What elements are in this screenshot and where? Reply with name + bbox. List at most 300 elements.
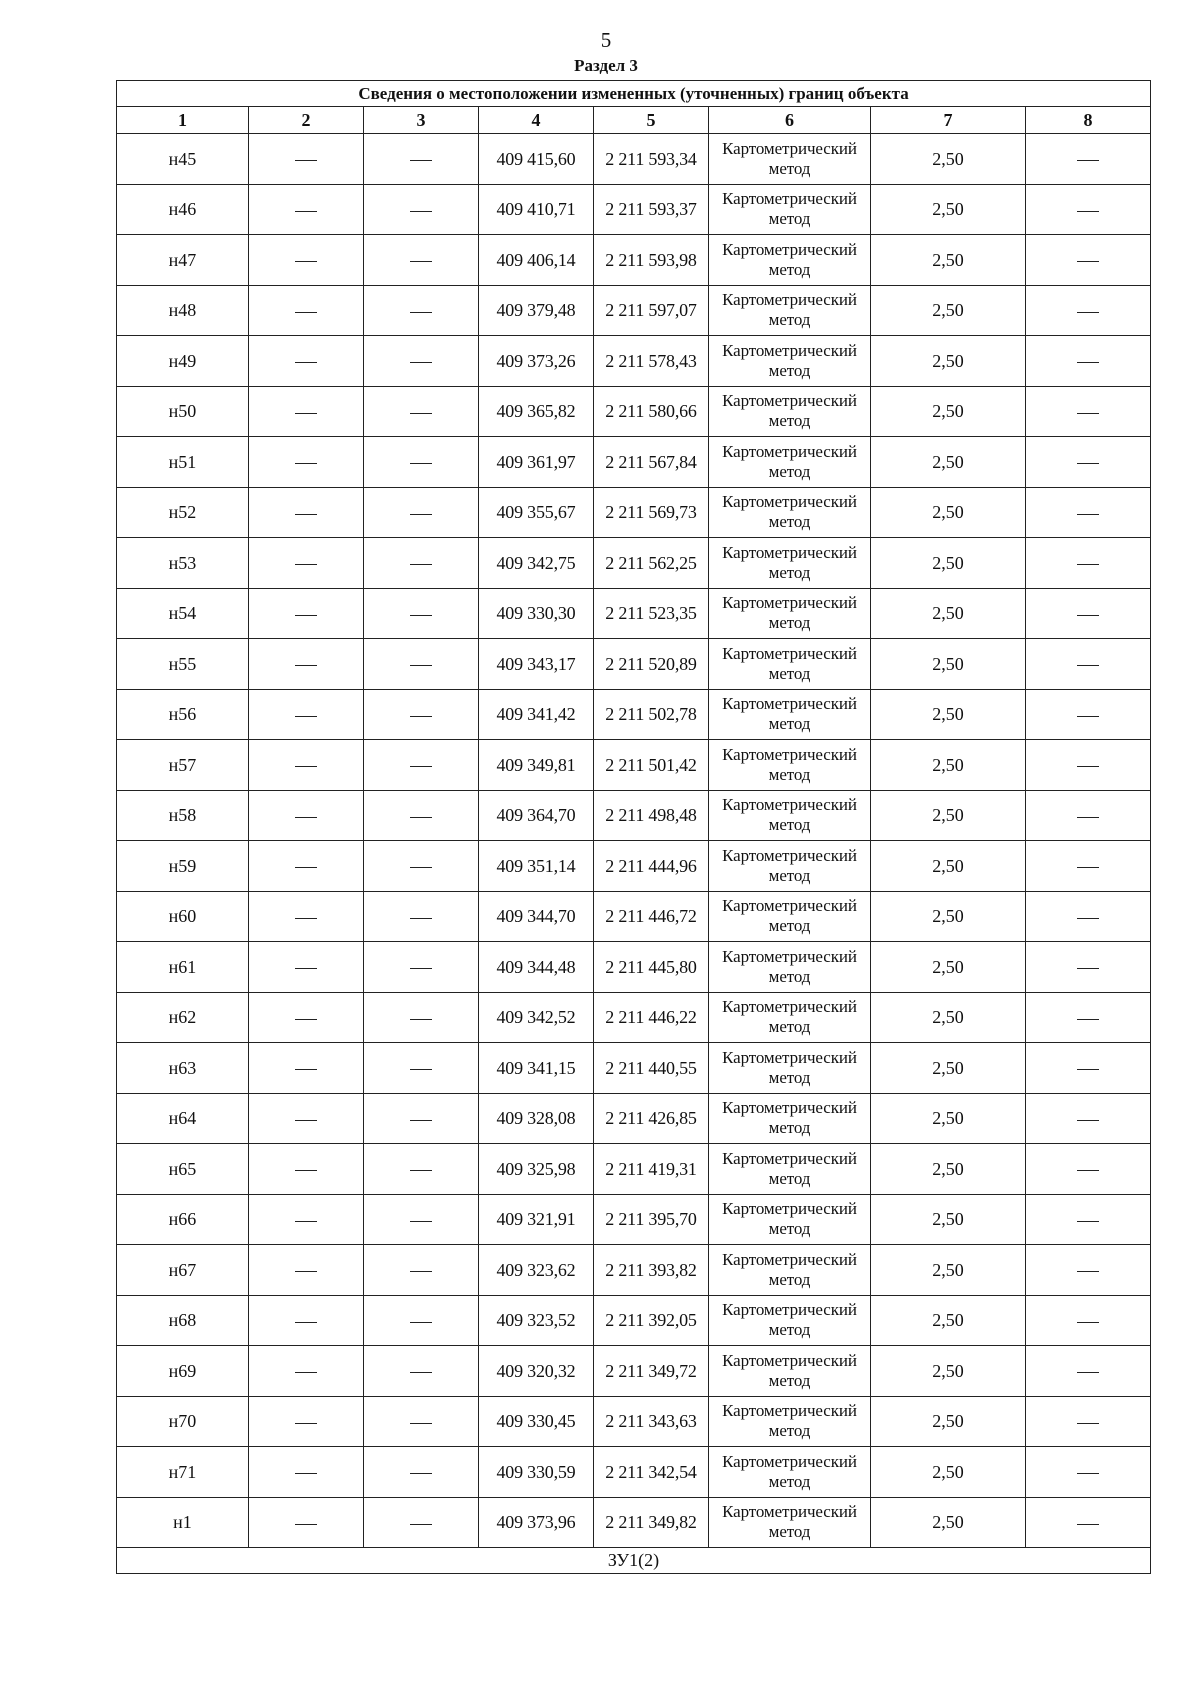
x-coordinate-cell: 409 330,45: [479, 1396, 594, 1447]
column-header-7: 7: [871, 107, 1026, 134]
x-coordinate-cell: 409 325,98: [479, 1144, 594, 1195]
x-coordinate-cell: 409 344,48: [479, 942, 594, 993]
table-row: [117, 790, 1151, 841]
column-2-dash-cell: [249, 689, 364, 740]
y-coordinate-cell: 2 211 562,25: [594, 538, 709, 589]
point-cell: н63: [117, 1043, 249, 1094]
method-cell: Картометрический метод: [709, 588, 871, 639]
table-row: [117, 1043, 1151, 1094]
point-cell: н52: [117, 487, 249, 538]
accuracy-cell: 2,50: [871, 588, 1026, 639]
method-cell: Картометрический метод: [709, 790, 871, 841]
accuracy-cell: 2,50: [871, 538, 1026, 589]
column-2-dash-cell: [249, 437, 364, 488]
x-coordinate-cell: 409 365,82: [479, 386, 594, 437]
column-8-dash-cell: [1026, 1396, 1151, 1447]
column-2-dash-cell: [249, 184, 364, 235]
dash-mark: [410, 211, 432, 212]
dash-mark: [410, 1170, 432, 1171]
table-row: [117, 285, 1151, 336]
method-cell: Картометрический метод: [709, 1447, 871, 1498]
dash-mark: [1077, 1473, 1099, 1474]
point-cell: н55: [117, 639, 249, 690]
column-3-dash-cell: [364, 740, 479, 791]
y-coordinate-cell: 2 211 446,22: [594, 992, 709, 1043]
accuracy-cell: 2,50: [871, 1194, 1026, 1245]
column-3-dash-cell: [364, 1346, 479, 1397]
accuracy-cell: 2,50: [871, 1093, 1026, 1144]
y-coordinate-cell: 2 211 392,05: [594, 1295, 709, 1346]
accuracy-cell: 2,50: [871, 942, 1026, 993]
column-8-dash-cell: [1026, 386, 1151, 437]
column-3-dash-cell: [364, 689, 479, 740]
table-footer-row: [117, 1548, 1151, 1574]
y-coordinate-cell: 2 211 578,43: [594, 336, 709, 387]
column-2-dash-cell: [249, 285, 364, 336]
table-row: [117, 1396, 1151, 1447]
dash-mark: [1077, 766, 1099, 767]
point-cell: н53: [117, 538, 249, 589]
table-row: [117, 538, 1151, 589]
dash-mark: [1077, 564, 1099, 565]
dash-mark: [410, 1372, 432, 1373]
dash-mark: [295, 1524, 317, 1525]
x-coordinate-cell: 409 342,75: [479, 538, 594, 589]
dash-mark: [295, 918, 317, 919]
column-2-dash-cell: [249, 790, 364, 841]
method-cell: Картометрический метод: [709, 1497, 871, 1548]
y-coordinate-cell: 2 211 349,82: [594, 1497, 709, 1548]
table-row: [117, 588, 1151, 639]
dash-mark: [295, 1372, 317, 1373]
accuracy-cell: 2,50: [871, 841, 1026, 892]
dash-mark: [410, 918, 432, 919]
dash-mark: [295, 1069, 317, 1070]
method-cell: Картометрический метод: [709, 639, 871, 690]
column-3-dash-cell: [364, 1396, 479, 1447]
method-cell: Картометрический метод: [709, 1396, 871, 1447]
dash-mark: [410, 160, 432, 161]
column-3-dash-cell: [364, 1194, 479, 1245]
accuracy-cell: 2,50: [871, 235, 1026, 286]
column-2-dash-cell: [249, 1144, 364, 1195]
column-8-dash-cell: [1026, 235, 1151, 286]
column-2-dash-cell: [249, 841, 364, 892]
dash-mark: [1077, 514, 1099, 515]
point-cell: н68: [117, 1295, 249, 1346]
x-coordinate-cell: 409 379,48: [479, 285, 594, 336]
column-2-dash-cell: [249, 740, 364, 791]
column-3-dash-cell: [364, 1093, 479, 1144]
x-coordinate-cell: 409 406,14: [479, 235, 594, 286]
dash-mark: [295, 362, 317, 363]
column-8-dash-cell: [1026, 689, 1151, 740]
column-3-dash-cell: [364, 639, 479, 690]
column-8-dash-cell: [1026, 1295, 1151, 1346]
column-3-dash-cell: [364, 588, 479, 639]
y-coordinate-cell: 2 211 597,07: [594, 285, 709, 336]
column-3-dash-cell: [364, 841, 479, 892]
dash-mark: [1077, 362, 1099, 363]
table-row: [117, 740, 1151, 791]
point-cell: н60: [117, 891, 249, 942]
dash-mark: [410, 1221, 432, 1222]
column-8-dash-cell: [1026, 134, 1151, 185]
dash-mark: [295, 160, 317, 161]
point-cell: н65: [117, 1144, 249, 1195]
dash-mark: [1077, 1170, 1099, 1171]
table-row: [117, 1245, 1151, 1296]
x-coordinate-cell: 409 342,52: [479, 992, 594, 1043]
accuracy-cell: 2,50: [871, 184, 1026, 235]
y-coordinate-cell: 2 211 523,35: [594, 588, 709, 639]
column-header-6: 6: [709, 107, 871, 134]
accuracy-cell: 2,50: [871, 790, 1026, 841]
y-coordinate-cell: 2 211 593,37: [594, 184, 709, 235]
y-coordinate-cell: 2 211 520,89: [594, 639, 709, 690]
column-2-dash-cell: [249, 588, 364, 639]
dash-mark: [295, 1120, 317, 1121]
dash-mark: [410, 968, 432, 969]
accuracy-cell: 2,50: [871, 134, 1026, 185]
y-coordinate-cell: 2 211 498,48: [594, 790, 709, 841]
column-2-dash-cell: [249, 1447, 364, 1498]
x-coordinate-cell: 409 343,17: [479, 639, 594, 690]
table-caption: Сведения о местоположении измененных (уточненных) границ объекта: [117, 81, 1151, 107]
point-cell: н58: [117, 790, 249, 841]
table-row: [117, 1144, 1151, 1195]
column-3-dash-cell: [364, 386, 479, 437]
accuracy-cell: 2,50: [871, 1245, 1026, 1296]
dash-mark: [1077, 1120, 1099, 1121]
dash-mark: [410, 1322, 432, 1323]
dash-mark: [410, 867, 432, 868]
column-2-dash-cell: [249, 1497, 364, 1548]
x-coordinate-cell: 409 373,26: [479, 336, 594, 387]
dash-mark: [1077, 1221, 1099, 1222]
dash-mark: [295, 564, 317, 565]
method-cell: Картометрический метод: [709, 386, 871, 437]
point-cell: н59: [117, 841, 249, 892]
dash-mark: [295, 716, 317, 717]
column-3-dash-cell: [364, 1144, 479, 1195]
table-row: [117, 992, 1151, 1043]
method-cell: Картометрический метод: [709, 184, 871, 235]
column-8-dash-cell: [1026, 740, 1151, 791]
method-cell: Картометрический метод: [709, 689, 871, 740]
x-coordinate-cell: 409 323,52: [479, 1295, 594, 1346]
table-row: [117, 639, 1151, 690]
dash-mark: [295, 1423, 317, 1424]
table-row: [117, 1447, 1151, 1498]
column-2-dash-cell: [249, 235, 364, 286]
column-3-dash-cell: [364, 1245, 479, 1296]
dash-mark: [295, 817, 317, 818]
dash-mark: [1077, 615, 1099, 616]
point-cell: н50: [117, 386, 249, 437]
x-coordinate-cell: 409 341,42: [479, 689, 594, 740]
column-3-dash-cell: [364, 992, 479, 1043]
column-8-dash-cell: [1026, 285, 1151, 336]
dash-mark: [1077, 968, 1099, 969]
method-cell: Картометрический метод: [709, 891, 871, 942]
dash-mark: [295, 867, 317, 868]
dash-mark: [410, 1524, 432, 1525]
method-cell: Картометрический метод: [709, 134, 871, 185]
x-coordinate-cell: 409 328,08: [479, 1093, 594, 1144]
column-2-dash-cell: [249, 487, 364, 538]
table-row: [117, 1194, 1151, 1245]
dash-mark: [410, 766, 432, 767]
column-2-dash-cell: [249, 1295, 364, 1346]
column-3-dash-cell: [364, 336, 479, 387]
accuracy-cell: 2,50: [871, 1144, 1026, 1195]
column-3-dash-cell: [364, 437, 479, 488]
point-cell: н49: [117, 336, 249, 387]
x-coordinate-cell: 409 355,67: [479, 487, 594, 538]
column-8-dash-cell: [1026, 184, 1151, 235]
y-coordinate-cell: 2 211 419,31: [594, 1144, 709, 1195]
dash-mark: [1077, 1019, 1099, 1020]
dash-mark: [410, 665, 432, 666]
dash-mark: [410, 1423, 432, 1424]
accuracy-cell: 2,50: [871, 639, 1026, 690]
dash-mark: [410, 261, 432, 262]
column-2-dash-cell: [249, 134, 364, 185]
accuracy-cell: 2,50: [871, 689, 1026, 740]
section-title: Раздел 3: [574, 56, 638, 75]
y-coordinate-cell: 2 211 393,82: [594, 1245, 709, 1296]
x-coordinate-cell: 409 344,70: [479, 891, 594, 942]
column-8-dash-cell: [1026, 1447, 1151, 1498]
accuracy-cell: 2,50: [871, 1295, 1026, 1346]
table-row: [117, 184, 1151, 235]
method-cell: Картометрический метод: [709, 538, 871, 589]
column-8-dash-cell: [1026, 538, 1151, 589]
accuracy-cell: 2,50: [871, 1346, 1026, 1397]
point-cell: н51: [117, 437, 249, 488]
point-cell: н45: [117, 134, 249, 185]
dash-mark: [295, 261, 317, 262]
point-cell: н46: [117, 184, 249, 235]
method-cell: Картометрический метод: [709, 1295, 871, 1346]
dash-mark: [295, 766, 317, 767]
column-header-3: 3: [364, 107, 479, 134]
dash-mark: [1077, 665, 1099, 666]
dash-mark: [1077, 716, 1099, 717]
table-row: [117, 134, 1151, 185]
dash-mark: [410, 312, 432, 313]
dash-mark: [295, 413, 317, 414]
column-3-dash-cell: [364, 184, 479, 235]
dash-mark: [410, 413, 432, 414]
y-coordinate-cell: 2 211 567,84: [594, 437, 709, 488]
column-8-dash-cell: [1026, 1497, 1151, 1548]
column-3-dash-cell: [364, 790, 479, 841]
table-body: [117, 134, 1151, 1548]
method-cell: Картометрический метод: [709, 1245, 871, 1296]
dash-mark: [410, 564, 432, 565]
method-cell: Картометрический метод: [709, 1043, 871, 1094]
dash-mark: [295, 615, 317, 616]
boundary-coordinates-table: [116, 80, 1151, 1574]
y-coordinate-cell: 2 211 593,34: [594, 134, 709, 185]
table-row: [117, 1346, 1151, 1397]
column-8-dash-cell: [1026, 1043, 1151, 1094]
column-2-dash-cell: [249, 1194, 364, 1245]
column-8-dash-cell: [1026, 1194, 1151, 1245]
accuracy-cell: 2,50: [871, 740, 1026, 791]
method-cell: Картометрический метод: [709, 740, 871, 791]
table-row: [117, 235, 1151, 286]
column-3-dash-cell: [364, 891, 479, 942]
column-3-dash-cell: [364, 1447, 479, 1498]
point-cell: н56: [117, 689, 249, 740]
x-coordinate-cell: 409 410,71: [479, 184, 594, 235]
method-cell: Картометрический метод: [709, 942, 871, 993]
accuracy-cell: 2,50: [871, 285, 1026, 336]
method-cell: Картометрический метод: [709, 1346, 871, 1397]
column-header-1: 1: [117, 107, 249, 134]
table-row: [117, 841, 1151, 892]
dash-mark: [410, 615, 432, 616]
x-coordinate-cell: 409 341,15: [479, 1043, 594, 1094]
y-coordinate-cell: 2 211 395,70: [594, 1194, 709, 1245]
dash-mark: [295, 211, 317, 212]
method-cell: Картометрический метод: [709, 336, 871, 387]
column-2-dash-cell: [249, 336, 364, 387]
table-row: [117, 386, 1151, 437]
method-cell: Картометрический метод: [709, 235, 871, 286]
dash-mark: [1077, 1524, 1099, 1525]
column-8-dash-cell: [1026, 841, 1151, 892]
column-3-dash-cell: [364, 134, 479, 185]
dash-mark: [295, 463, 317, 464]
column-3-dash-cell: [364, 235, 479, 286]
column-3-dash-cell: [364, 487, 479, 538]
dash-mark: [295, 968, 317, 969]
parcel-label: ЗУ1(2): [117, 1548, 1151, 1574]
column-2-dash-cell: [249, 1346, 364, 1397]
dash-mark: [1077, 817, 1099, 818]
y-coordinate-cell: 2 211 440,55: [594, 1043, 709, 1094]
y-coordinate-cell: 2 211 502,78: [594, 689, 709, 740]
x-coordinate-cell: 409 330,59: [479, 1447, 594, 1498]
dash-mark: [1077, 261, 1099, 262]
table-row: [117, 689, 1151, 740]
accuracy-cell: 2,50: [871, 1447, 1026, 1498]
dash-mark: [1077, 918, 1099, 919]
point-cell: н62: [117, 992, 249, 1043]
accuracy-cell: 2,50: [871, 1497, 1026, 1548]
method-cell: Картометрический метод: [709, 437, 871, 488]
column-8-dash-cell: [1026, 992, 1151, 1043]
dash-mark: [1077, 1271, 1099, 1272]
y-coordinate-cell: 2 211 580,66: [594, 386, 709, 437]
point-cell: н64: [117, 1093, 249, 1144]
point-cell: н48: [117, 285, 249, 336]
x-coordinate-cell: 409 320,32: [479, 1346, 594, 1397]
dash-mark: [1077, 413, 1099, 414]
column-8-dash-cell: [1026, 336, 1151, 387]
y-coordinate-cell: 2 211 501,42: [594, 740, 709, 791]
dash-mark: [1077, 1322, 1099, 1323]
column-8-dash-cell: [1026, 1245, 1151, 1296]
y-coordinate-cell: 2 211 343,63: [594, 1396, 709, 1447]
dash-mark: [295, 1271, 317, 1272]
column-header-8: 8: [1026, 107, 1151, 134]
column-2-dash-cell: [249, 639, 364, 690]
dash-mark: [410, 1120, 432, 1121]
table-row: [117, 336, 1151, 387]
column-3-dash-cell: [364, 1497, 479, 1548]
y-coordinate-cell: 2 211 593,98: [594, 235, 709, 286]
column-2-dash-cell: [249, 1245, 364, 1296]
column-8-dash-cell: [1026, 437, 1151, 488]
point-cell: н70: [117, 1396, 249, 1447]
column-3-dash-cell: [364, 285, 479, 336]
column-header-4: 4: [479, 107, 594, 134]
point-cell: н61: [117, 942, 249, 993]
table-row: [117, 891, 1151, 942]
column-8-dash-cell: [1026, 639, 1151, 690]
method-cell: Картометрический метод: [709, 992, 871, 1043]
accuracy-cell: 2,50: [871, 487, 1026, 538]
dash-mark: [1077, 160, 1099, 161]
column-2-dash-cell: [249, 942, 364, 993]
column-3-dash-cell: [364, 538, 479, 589]
accuracy-cell: 2,50: [871, 891, 1026, 942]
point-cell: н69: [117, 1346, 249, 1397]
x-coordinate-cell: 409 364,70: [479, 790, 594, 841]
x-coordinate-cell: 409 361,97: [479, 437, 594, 488]
accuracy-cell: 2,50: [871, 1043, 1026, 1094]
dash-mark: [1077, 463, 1099, 464]
accuracy-cell: 2,50: [871, 992, 1026, 1043]
method-cell: Картометрический метод: [709, 1194, 871, 1245]
point-cell: н47: [117, 235, 249, 286]
column-header-5: 5: [594, 107, 709, 134]
dash-mark: [295, 514, 317, 515]
y-coordinate-cell: 2 211 445,80: [594, 942, 709, 993]
column-8-dash-cell: [1026, 891, 1151, 942]
method-cell: Картометрический метод: [709, 1144, 871, 1195]
x-coordinate-cell: 409 373,96: [479, 1497, 594, 1548]
dash-mark: [1077, 211, 1099, 212]
column-header-row: [117, 107, 1151, 134]
column-8-dash-cell: [1026, 487, 1151, 538]
dash-mark: [1077, 312, 1099, 313]
column-2-dash-cell: [249, 1043, 364, 1094]
y-coordinate-cell: 2 211 342,54: [594, 1447, 709, 1498]
dash-mark: [410, 1019, 432, 1020]
x-coordinate-cell: 409 415,60: [479, 134, 594, 185]
column-8-dash-cell: [1026, 1144, 1151, 1195]
x-coordinate-cell: 409 349,81: [479, 740, 594, 791]
table-row: [117, 1295, 1151, 1346]
dash-mark: [410, 362, 432, 363]
accuracy-cell: 2,50: [871, 386, 1026, 437]
y-coordinate-cell: 2 211 446,72: [594, 891, 709, 942]
y-coordinate-cell: 2 211 569,73: [594, 487, 709, 538]
dash-mark: [295, 1473, 317, 1474]
x-coordinate-cell: 409 323,62: [479, 1245, 594, 1296]
column-2-dash-cell: [249, 1396, 364, 1447]
column-3-dash-cell: [364, 1295, 479, 1346]
point-cell: н1: [117, 1497, 249, 1548]
x-coordinate-cell: 409 330,30: [479, 588, 594, 639]
dash-mark: [1077, 1069, 1099, 1070]
